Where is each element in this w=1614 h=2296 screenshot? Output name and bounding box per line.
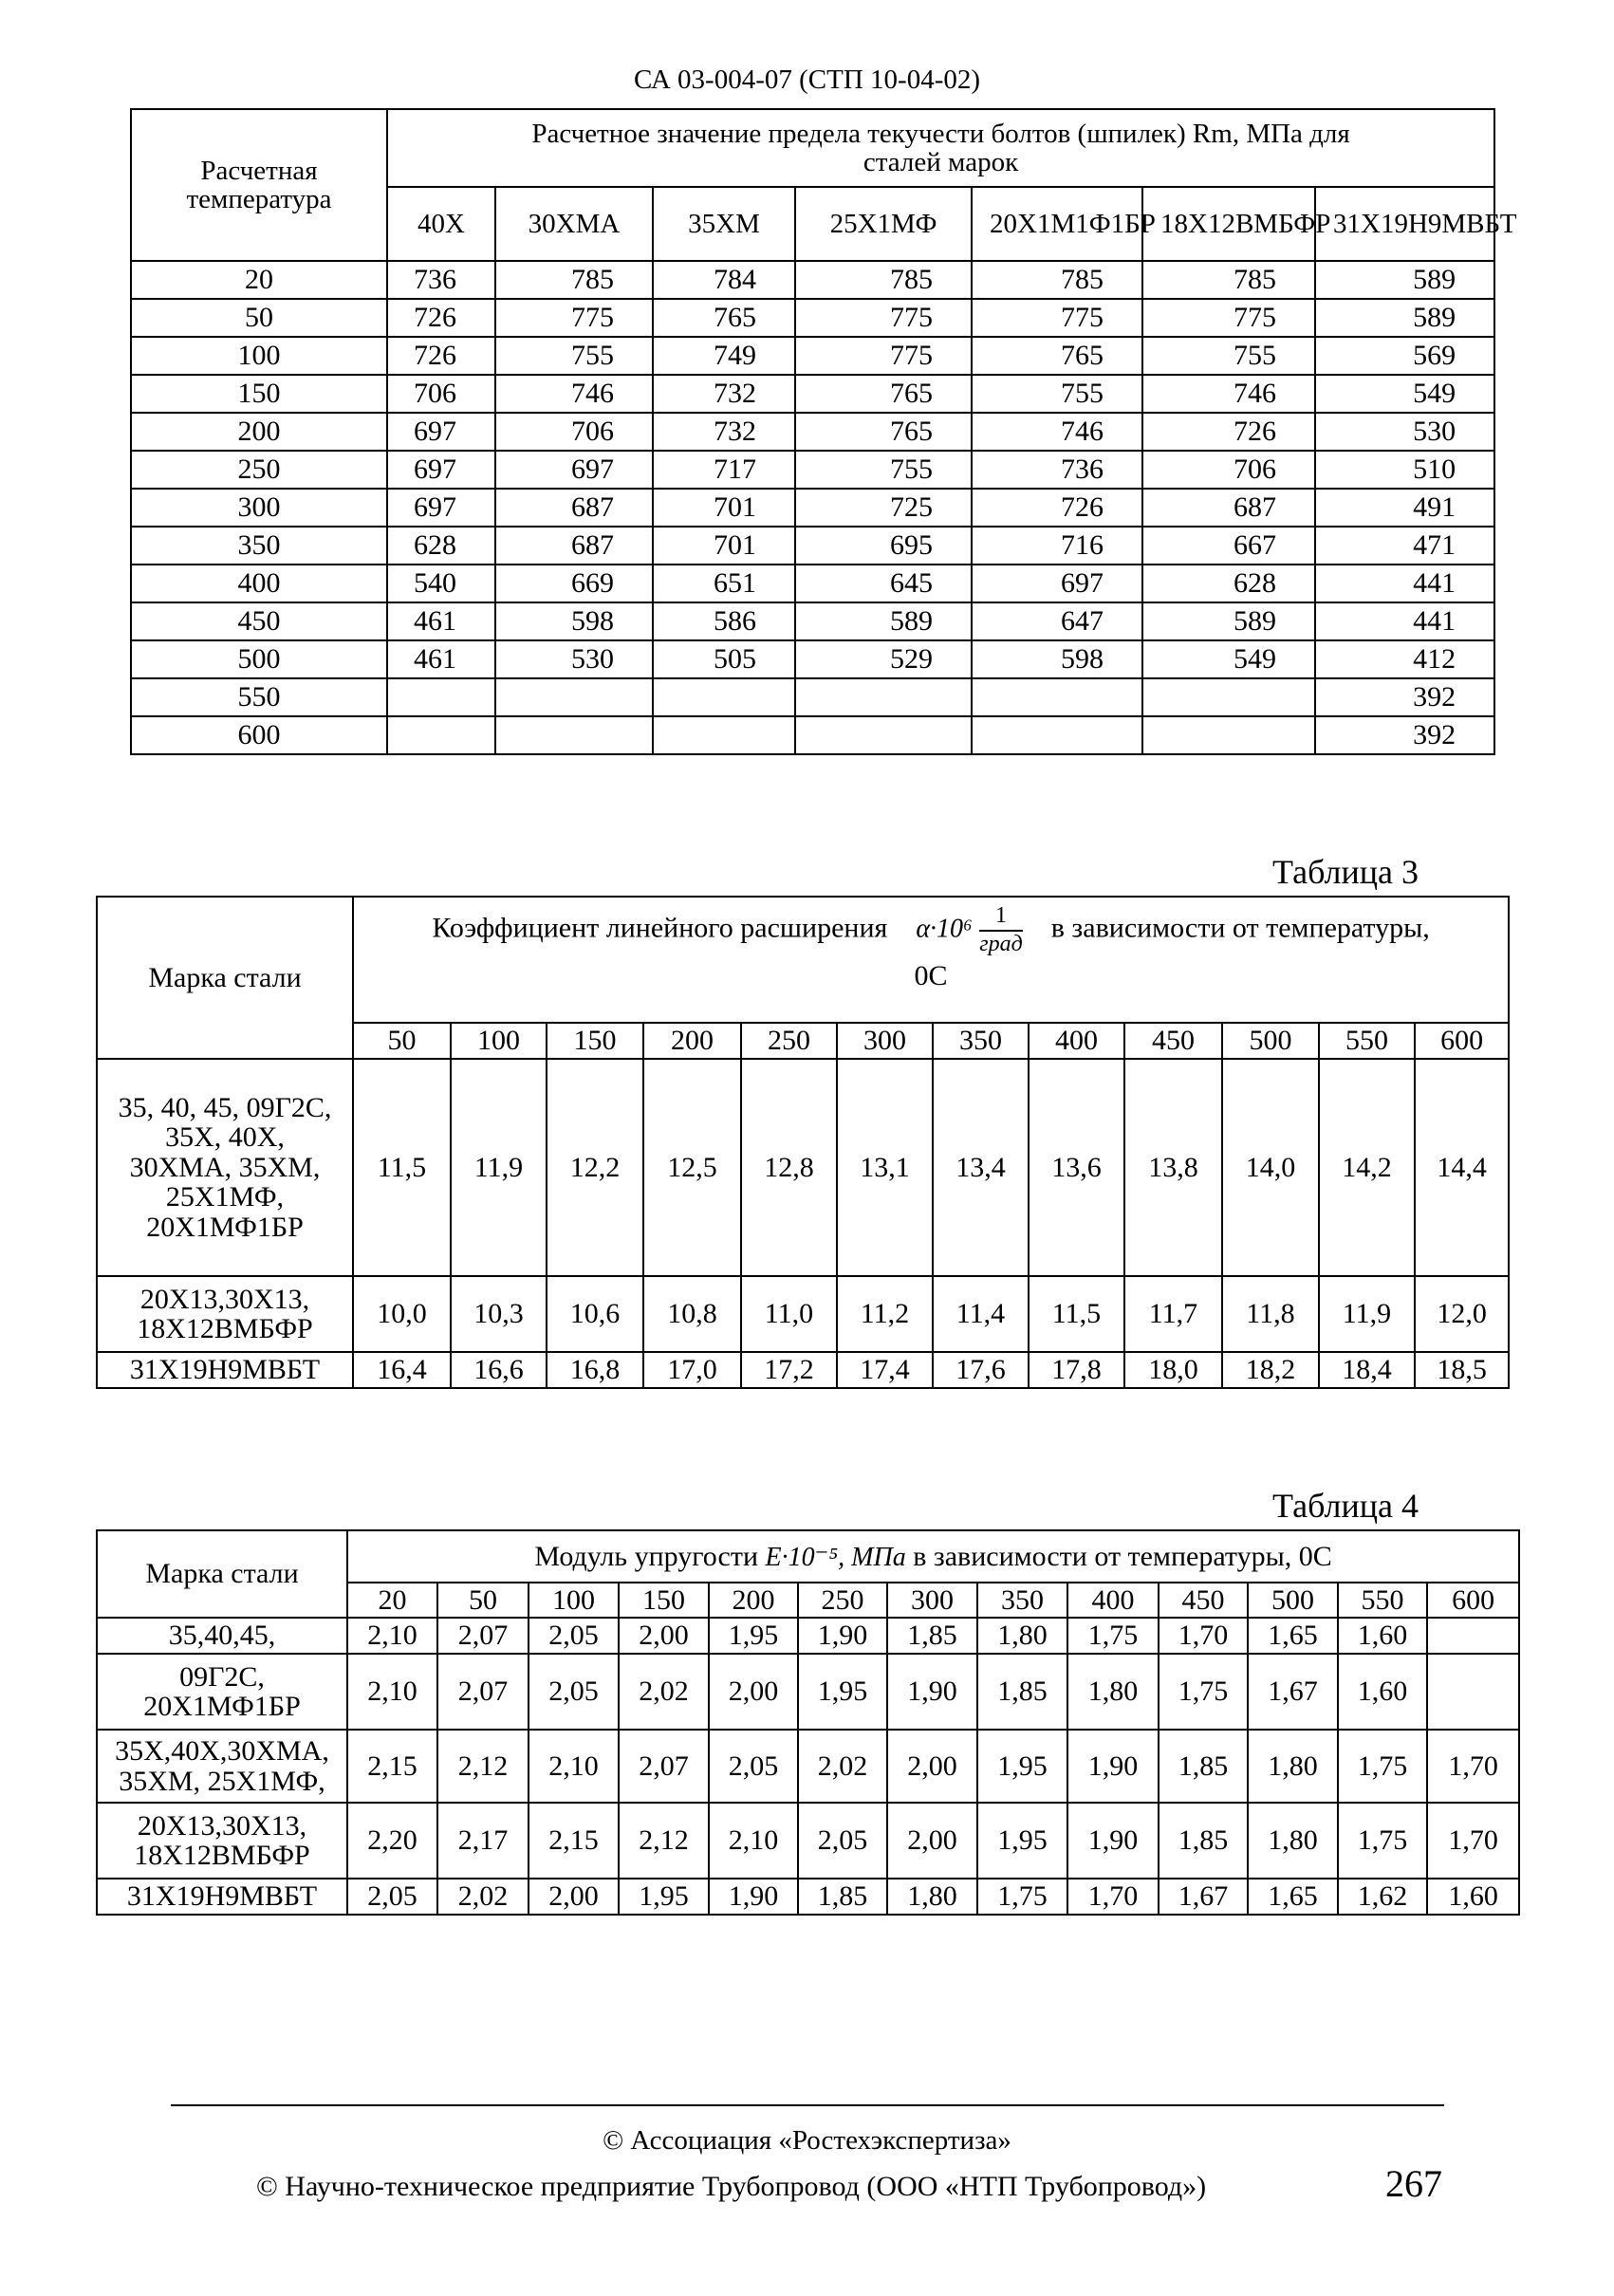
value-cell: 1,67 — [1159, 1879, 1248, 1915]
value-cell: 441 — [1315, 602, 1494, 640]
value-cell: 505 — [653, 640, 795, 678]
value-cell: 12,0 — [1415, 1276, 1509, 1352]
elastic-modulus-subtitle: в зависимости от температуры, 0С — [913, 1540, 1332, 1572]
value-cell: 1,95 — [798, 1654, 887, 1730]
temperature-header: 200 — [643, 1023, 741, 1059]
temperature-header: 550 — [1319, 1023, 1415, 1059]
unit-fraction — [979, 903, 1023, 957]
value-cell: 746 — [495, 375, 653, 413]
temperature-header: 20 — [347, 1583, 437, 1618]
value-cell: 392 — [1315, 716, 1494, 754]
value-cell: 1,67 — [1248, 1654, 1338, 1730]
value-cell: 2,07 — [619, 1730, 709, 1803]
value-cell — [653, 716, 795, 754]
value-cell: 11,7 — [1124, 1276, 1222, 1352]
value-cell: 765 — [653, 299, 795, 337]
value-cell: 1,70 — [1427, 1803, 1519, 1879]
value-cell: 1,90 — [709, 1879, 798, 1915]
table-row — [97, 1654, 1519, 1730]
temperature-header: 350 — [933, 1023, 1029, 1059]
value-cell: 726 — [1142, 413, 1315, 451]
value-cell: 746 — [972, 413, 1142, 451]
value-cell — [795, 716, 972, 754]
value-cell: 2,02 — [798, 1730, 887, 1803]
table-row — [131, 451, 1494, 489]
value-cell: 701 — [653, 489, 795, 527]
value-cell: 1,60 — [1338, 1618, 1427, 1654]
value-cell: 11,2 — [837, 1276, 933, 1352]
value-cell: 716 — [972, 527, 1142, 565]
value-cell: 12,2 — [547, 1059, 643, 1276]
value-cell: 755 — [1142, 337, 1315, 375]
value-cell: 1,75 — [1067, 1618, 1159, 1654]
temperature-header: 250 — [798, 1583, 887, 1618]
value-cell: 726 — [387, 299, 495, 337]
elastic-modulus-title: Модуль упругости — [534, 1540, 759, 1572]
temperature-cell: 300 — [131, 489, 387, 527]
value-cell: 17,0 — [643, 1352, 741, 1388]
value-cell: 461 — [387, 640, 495, 678]
table-row — [97, 1879, 1519, 1915]
value-cell: 11,4 — [933, 1276, 1029, 1352]
value-cell: 586 — [653, 602, 795, 640]
value-cell: 755 — [495, 337, 653, 375]
value-cell: 1,90 — [1067, 1730, 1159, 1803]
value-cell: 1,80 — [977, 1618, 1067, 1654]
temperature-cell: 450 — [131, 602, 387, 640]
value-cell: 11,0 — [741, 1276, 837, 1352]
value-cell: 1,80 — [887, 1879, 977, 1915]
value-cell: 2,05 — [798, 1803, 887, 1879]
value-cell: 392 — [1315, 678, 1494, 716]
table-row — [131, 565, 1494, 602]
value-cell: 2,00 — [887, 1803, 977, 1879]
value-cell: 765 — [972, 337, 1142, 375]
value-cell: 529 — [795, 640, 972, 678]
value-cell: 471 — [1315, 527, 1494, 565]
steel-grade-header: Марка стали — [97, 897, 353, 1059]
value-cell: 441 — [1315, 565, 1494, 602]
value-cell: 16,6 — [451, 1352, 547, 1388]
value-cell: 755 — [972, 375, 1142, 413]
value-cell: 726 — [387, 337, 495, 375]
value-cell: 18,2 — [1222, 1352, 1319, 1388]
footer-divider — [171, 2104, 1444, 2106]
value-cell: 491 — [1315, 489, 1494, 527]
value-cell: 530 — [495, 640, 653, 678]
value-cell: 2,10 — [529, 1730, 619, 1803]
temperature-header: 400 — [1029, 1023, 1124, 1059]
value-cell: 749 — [653, 337, 795, 375]
table-row — [131, 527, 1494, 565]
value-cell: 598 — [495, 602, 653, 640]
steel-grade-cell: 20Х13,30Х13, 18Х12ВМБФР — [97, 1276, 353, 1352]
value-cell: 784 — [653, 261, 795, 299]
value-cell: 1,85 — [887, 1618, 977, 1654]
value-cell: 785 — [795, 261, 972, 299]
value-cell: 18,5 — [1415, 1352, 1509, 1388]
value-cell: 725 — [795, 489, 972, 527]
value-cell: 1,75 — [1338, 1803, 1427, 1879]
steel-grade-cell: 35Х,40Х,30ХМА, 35ХМ, 25Х1МФ, — [97, 1730, 347, 1803]
value-cell: 18,4 — [1319, 1352, 1415, 1388]
linear-expansion-group-header — [353, 897, 1509, 1023]
value-cell: 697 — [387, 451, 495, 489]
temperature-header: 100 — [451, 1023, 547, 1059]
value-cell: 701 — [653, 527, 795, 565]
value-cell: 695 — [795, 527, 972, 565]
table-row — [131, 602, 1494, 640]
value-cell: 1,95 — [709, 1618, 798, 1654]
steel-grade-cell: 20Х13,30Х13, 18Х12ВМБФР — [97, 1803, 347, 1879]
footer-company: © Научно-техническое предприятие Трубопровод (ООО «НТП Трубопровод») — [256, 2171, 1207, 2202]
temperature-cell: 600 — [131, 716, 387, 754]
value-cell: 687 — [495, 527, 653, 565]
temperature-header: 250 — [741, 1023, 837, 1059]
linear-expansion-title: Коэффициент линейного расширения — [432, 912, 888, 944]
table-row — [97, 1276, 1509, 1352]
value-cell: 775 — [795, 337, 972, 375]
value-cell: 1,65 — [1248, 1618, 1338, 1654]
value-cell: 669 — [495, 565, 653, 602]
value-cell: 706 — [1142, 451, 1315, 489]
value-cell: 412 — [1315, 640, 1494, 678]
table-row — [131, 337, 1494, 375]
value-cell: 549 — [1315, 375, 1494, 413]
table-row — [97, 1618, 1519, 1654]
fraction-numerator: 1 — [979, 903, 1023, 932]
value-cell: 2,15 — [347, 1730, 437, 1803]
value-cell: 732 — [653, 375, 795, 413]
value-cell: 2,10 — [347, 1654, 437, 1730]
table-row — [131, 261, 1494, 299]
value-cell: 2,07 — [437, 1618, 529, 1654]
temperature-header: 300 — [887, 1583, 977, 1618]
value-cell: 765 — [795, 375, 972, 413]
value-cell: 12,5 — [643, 1059, 741, 1276]
value-cell: 1,85 — [1159, 1803, 1248, 1879]
value-cell: 1,85 — [798, 1879, 887, 1915]
linear-expansion-subtitle: в зависимости от температуры, — [1050, 912, 1430, 944]
temperature-cell: 100 — [131, 337, 387, 375]
value-cell: 10,0 — [353, 1276, 451, 1352]
value-cell: 1,75 — [977, 1879, 1067, 1915]
value-cell: 13,8 — [1124, 1059, 1222, 1276]
value-cell: 2,02 — [437, 1879, 529, 1915]
value-cell — [795, 678, 972, 716]
steel-column-header: 30ХМА — [495, 187, 653, 261]
value-cell: 736 — [387, 261, 495, 299]
value-cell: 589 — [795, 602, 972, 640]
steel-column-header: 40Х — [387, 187, 495, 261]
temperature-header: 200 — [709, 1583, 798, 1618]
value-cell: 1,90 — [1067, 1803, 1159, 1879]
value-cell: 13,1 — [837, 1059, 933, 1276]
value-cell: 598 — [972, 640, 1142, 678]
value-cell: 717 — [653, 451, 795, 489]
value-cell — [653, 678, 795, 716]
value-cell: 2,00 — [709, 1654, 798, 1730]
value-cell: 16,4 — [353, 1352, 451, 1388]
table-row — [131, 640, 1494, 678]
value-cell: 687 — [1142, 489, 1315, 527]
value-cell: 569 — [1315, 337, 1494, 375]
yield-strength-group-header: Расчетное значение предела текучести болтов (шпилек) Rm, МПа для сталей марок — [387, 109, 1494, 187]
steel-column-header: 31Х19Н9МВБТ — [1315, 187, 1494, 261]
value-cell: 14,4 — [1415, 1059, 1509, 1276]
temperature-cell: 200 — [131, 413, 387, 451]
value-cell: 2,00 — [887, 1730, 977, 1803]
table-row — [131, 678, 1494, 716]
table3-caption: Таблица 3 — [1272, 853, 1419, 891]
value-cell: 775 — [795, 299, 972, 337]
alpha-formula: α·10⁶ — [916, 914, 973, 944]
value-cell: 11,8 — [1222, 1276, 1319, 1352]
value-cell: 785 — [495, 261, 653, 299]
value-cell: 589 — [1142, 602, 1315, 640]
steel-column-header: 18Х12ВМБФР — [1142, 187, 1315, 261]
value-cell: 10,6 — [547, 1276, 643, 1352]
value-cell: 11,9 — [1319, 1276, 1415, 1352]
value-cell: 11,9 — [451, 1059, 547, 1276]
value-cell: 1,60 — [1338, 1654, 1427, 1730]
value-cell: 1,90 — [798, 1618, 887, 1654]
value-cell: 10,3 — [451, 1276, 547, 1352]
value-cell: 1,85 — [1159, 1730, 1248, 1803]
value-cell: 775 — [972, 299, 1142, 337]
value-cell: 17,6 — [933, 1352, 1029, 1388]
value-cell: 2,10 — [347, 1618, 437, 1654]
value-cell — [972, 678, 1142, 716]
value-cell: 13,4 — [933, 1059, 1029, 1276]
table-row — [97, 1803, 1519, 1879]
temperature-cell: 500 — [131, 640, 387, 678]
value-cell: 11,5 — [353, 1059, 451, 1276]
value-cell: 589 — [1315, 299, 1494, 337]
temperature-header: 600 — [1427, 1583, 1519, 1618]
value-cell: 1,75 — [1338, 1730, 1427, 1803]
value-cell — [1427, 1618, 1519, 1654]
temperature-header: 50 — [353, 1023, 451, 1059]
value-cell: 697 — [387, 489, 495, 527]
table-row — [131, 716, 1494, 754]
value-cell: 2,20 — [347, 1803, 437, 1879]
value-cell: 697 — [387, 413, 495, 451]
value-cell: 785 — [1142, 261, 1315, 299]
value-cell: 726 — [972, 489, 1142, 527]
value-cell: 1,70 — [1067, 1879, 1159, 1915]
document-code: СА 03-004-07 (СТП 10-04-02) — [633, 65, 981, 95]
value-cell: 775 — [1142, 299, 1315, 337]
temperature-header: 500 — [1248, 1583, 1338, 1618]
value-cell: 765 — [795, 413, 972, 451]
value-cell: 12,8 — [741, 1059, 837, 1276]
temperature-header: 150 — [547, 1023, 643, 1059]
value-cell: 1,95 — [977, 1803, 1067, 1879]
value-cell: 14,2 — [1319, 1059, 1415, 1276]
value-cell: 647 — [972, 602, 1142, 640]
value-cell — [972, 716, 1142, 754]
value-cell: 1,95 — [977, 1730, 1067, 1803]
page-number: 267 — [1385, 2162, 1442, 2205]
value-cell: 1,70 — [1427, 1730, 1519, 1803]
value-cell: 697 — [495, 451, 653, 489]
value-cell: 17,4 — [837, 1352, 933, 1388]
value-cell: 2,05 — [347, 1879, 437, 1915]
value-cell: 628 — [387, 527, 495, 565]
value-cell: 2,02 — [619, 1654, 709, 1730]
value-cell: 706 — [495, 413, 653, 451]
value-cell — [1142, 678, 1315, 716]
yield-strength-table — [130, 108, 1517, 755]
value-cell: 697 — [972, 565, 1142, 602]
value-cell: 2,10 — [709, 1803, 798, 1879]
value-cell: 461 — [387, 602, 495, 640]
value-cell: 746 — [1142, 375, 1315, 413]
table-row — [97, 1730, 1519, 1803]
temperature-cell: 400 — [131, 565, 387, 602]
value-cell: 755 — [795, 451, 972, 489]
temperature-header: 450 — [1159, 1583, 1248, 1618]
value-cell: 589 — [1315, 261, 1494, 299]
linear-expansion-table — [96, 896, 1510, 1389]
table-row — [97, 1059, 1509, 1276]
steel-column-header: 25Х1МФ — [795, 187, 972, 261]
value-cell: 706 — [387, 375, 495, 413]
value-cell: 1,80 — [1248, 1803, 1338, 1879]
value-cell: 651 — [653, 565, 795, 602]
value-cell: 687 — [495, 489, 653, 527]
elastic-modulus-group-header — [347, 1530, 1519, 1583]
value-cell: 540 — [387, 565, 495, 602]
steel-column-header: 20Х1М1Ф1БР — [972, 187, 1142, 261]
value-cell: 549 — [1142, 640, 1315, 678]
footer-association: © Ассоциация «Ростехэкспертиза» — [603, 2125, 1011, 2156]
value-cell: 1,90 — [887, 1654, 977, 1730]
fraction-denominator: град — [979, 931, 1023, 956]
steel-grade-cell: 31Х19Н9МВБТ — [97, 1352, 353, 1388]
value-cell — [495, 678, 653, 716]
value-cell: 732 — [653, 413, 795, 451]
steel-grade-cell: 35, 40, 45, 09Г2С, 35Х, 40Х, 30ХМА, 35ХМ, 25Х1МФ, 20Х1МФ1БР — [97, 1059, 353, 1276]
temperature-column-header: Расчетная температура — [131, 109, 387, 261]
value-cell: 2,00 — [529, 1879, 619, 1915]
steel-grade-cell: 09Г2С, 20Х1МФ1БР — [97, 1654, 347, 1730]
value-cell — [1427, 1654, 1519, 1730]
value-cell: 785 — [972, 261, 1142, 299]
value-cell: 1,70 — [1159, 1618, 1248, 1654]
temperature-header: 400 — [1067, 1583, 1159, 1618]
temperature-cell: 20 — [131, 261, 387, 299]
value-cell: 1,85 — [977, 1654, 1067, 1730]
temperature-header: 600 — [1415, 1023, 1509, 1059]
temperature-header: 300 — [837, 1023, 933, 1059]
value-cell: 11,5 — [1029, 1276, 1124, 1352]
table-row — [131, 299, 1494, 337]
value-cell: 2,15 — [529, 1803, 619, 1879]
temperature-header: 500 — [1222, 1023, 1319, 1059]
value-cell: 18,0 — [1124, 1352, 1222, 1388]
value-cell — [1142, 716, 1315, 754]
value-cell: 1,80 — [1248, 1730, 1338, 1803]
temperature-cell: 550 — [131, 678, 387, 716]
temperature-cell: 150 — [131, 375, 387, 413]
temperature-cell: 250 — [131, 451, 387, 489]
value-cell: 645 — [795, 565, 972, 602]
value-cell: 510 — [1315, 451, 1494, 489]
temperature-cell: 50 — [131, 299, 387, 337]
value-cell: 16,8 — [547, 1352, 643, 1388]
value-cell: 667 — [1142, 527, 1315, 565]
elastic-formula: E·10⁻⁵, МПа — [765, 1542, 906, 1572]
value-cell: 775 — [495, 299, 653, 337]
value-cell: 1,60 — [1427, 1879, 1519, 1915]
value-cell — [495, 716, 653, 754]
value-cell: 14,0 — [1222, 1059, 1319, 1276]
value-cell: 1,80 — [1067, 1654, 1159, 1730]
temperature-header: 350 — [977, 1583, 1067, 1618]
value-cell: 1,62 — [1338, 1879, 1427, 1915]
elastic-modulus-table — [96, 1529, 1520, 1916]
table-row — [97, 1352, 1509, 1388]
value-cell: 2,07 — [437, 1654, 529, 1730]
value-cell: 17,8 — [1029, 1352, 1124, 1388]
steel-grade-cell: 31Х19Н9МВБТ — [97, 1879, 347, 1915]
value-cell: 1,65 — [1248, 1879, 1338, 1915]
steel-grade-header: Марка стали — [97, 1530, 347, 1618]
value-cell: 2,05 — [709, 1730, 798, 1803]
value-cell: 628 — [1142, 565, 1315, 602]
table4-caption: Таблица 4 — [1272, 1487, 1419, 1525]
table-row — [131, 489, 1494, 527]
temperature-header: 450 — [1124, 1023, 1222, 1059]
value-cell: 13,6 — [1029, 1059, 1124, 1276]
value-cell: 1,75 — [1159, 1654, 1248, 1730]
value-cell: 2,05 — [529, 1618, 619, 1654]
steel-column-header: 35ХМ — [653, 187, 795, 261]
temperature-unit: 0С — [914, 960, 948, 992]
value-cell: 530 — [1315, 413, 1494, 451]
value-cell — [387, 678, 495, 716]
value-cell: 2,00 — [619, 1618, 709, 1654]
value-cell: 736 — [972, 451, 1142, 489]
table-row — [131, 413, 1494, 451]
value-cell: 17,2 — [741, 1352, 837, 1388]
value-cell: 2,17 — [437, 1803, 529, 1879]
steel-grade-cell: 35,40,45, — [97, 1618, 347, 1654]
value-cell — [387, 716, 495, 754]
value-cell: 2,05 — [529, 1654, 619, 1730]
temperature-header: 100 — [529, 1583, 619, 1618]
value-cell: 10,8 — [643, 1276, 741, 1352]
value-cell: 2,12 — [619, 1803, 709, 1879]
temperature-cell: 350 — [131, 527, 387, 565]
value-cell: 1,95 — [619, 1879, 709, 1915]
value-cell: 2,12 — [437, 1730, 529, 1803]
temperature-header: 550 — [1338, 1583, 1427, 1618]
temperature-header: 50 — [437, 1583, 529, 1618]
temperature-header: 150 — [619, 1583, 709, 1618]
table-row — [131, 375, 1494, 413]
